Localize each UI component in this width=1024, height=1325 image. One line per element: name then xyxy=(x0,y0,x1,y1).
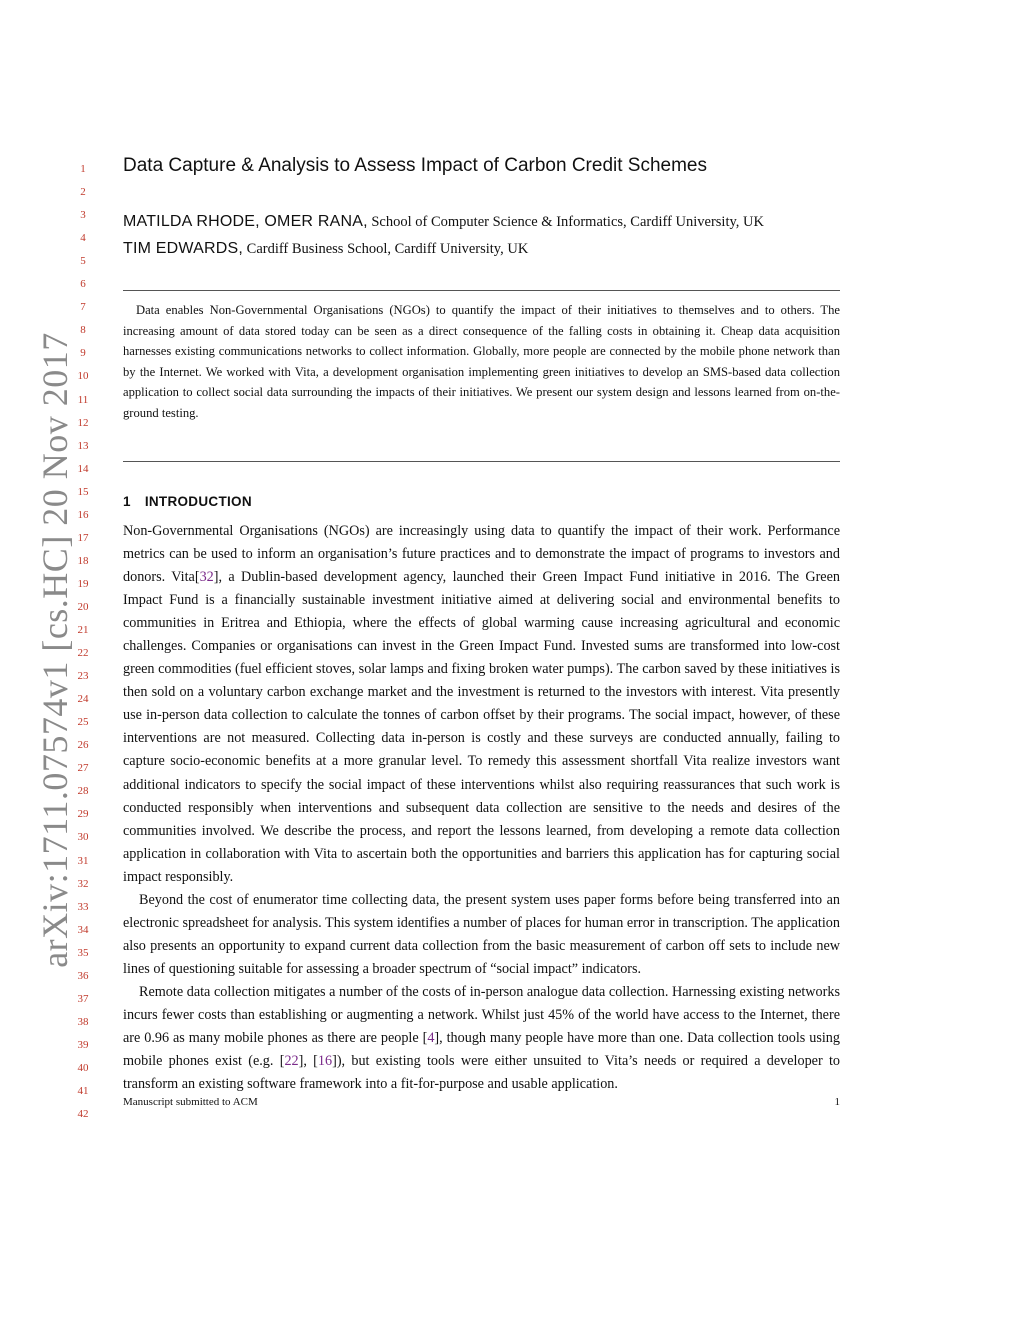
line-number: 24 xyxy=(77,693,89,706)
paragraph-text: ], [ xyxy=(298,1053,318,1070)
paragraph-text: ], a Dublin-based development agency, launched their Green Impact Fund initiative in 2016. The Green Impact Fund is a financially sustainable investment initiative aimed at delivering social and environmental benefits to communities in Eritrea and Ethiopia, where the effects of global warming cause increasing agricultural and economic challenges. Companies or organisations can invest in the Green Impact Fund. Invested sums are transformed into low-cost green commodities (fuel efficient stoves, solar lamps and fixing broken water pumps). The carbon saved by these initiatives is then sold on a voluntary carbon exchange market and the investment is returned to the investors with interest. Vita presently use in-person data collection to calculate the tonnes of carbon offset by their programs. The social impact, however, of these interventions are not measured. Collecting data in-person is costly and these surveys are conducted annually, failing to capture socio-economic benefits at a more granular level. To remedy this assessment shortfall Vita realize investors want additional indicators to specify the social impact of these interventions whilst also requiring reassurances that such work is conducted responsibly when interventions and subsequent data collection are sensitive to the needs and desires of the communities involved. We describe the process, and report the lessons learned, from developing a remote data collection application in collaboration with Vita to ascertain both the opportunities and barriers this application has for capturing social impact responsibly. xyxy=(123,569,840,885)
citation-link[interactable]: 32 xyxy=(199,569,214,586)
line-number: 14 xyxy=(77,462,89,475)
line-number: 3 xyxy=(80,209,86,222)
line-number: 32 xyxy=(77,877,89,890)
author-names: TIM EDWARDS, xyxy=(123,240,244,257)
page-number: 1 xyxy=(834,1096,840,1108)
section-body xyxy=(123,520,840,1096)
citation-link[interactable]: 4 xyxy=(427,1030,435,1047)
line-number: 35 xyxy=(77,946,89,959)
line-number: 33 xyxy=(77,900,89,913)
line-number: 26 xyxy=(77,739,89,752)
line-number: 27 xyxy=(77,762,89,775)
line-number: 31 xyxy=(77,854,89,867)
line-number: 15 xyxy=(77,485,89,498)
paragraph-text: Remote data collection mitigates a number of the costs of in-person analogue data collection. Harnessing existing networks incurs fewer costs than establishing or augmenting a network. Whilst just 45% of the world have access to the Internet, there are 0.96 as many mobile phones as there are people [ xyxy=(123,983,840,1047)
line-number: 20 xyxy=(77,600,89,613)
line-number: 36 xyxy=(77,969,89,982)
author-line-1 xyxy=(123,213,764,231)
abstract-top-rule xyxy=(123,290,840,291)
line-number: 42 xyxy=(77,1108,89,1121)
line-number: 13 xyxy=(77,439,89,452)
line-number: 2 xyxy=(80,186,86,199)
line-number: 37 xyxy=(77,992,89,1005)
author-line-2 xyxy=(123,240,528,258)
line-number: 7 xyxy=(80,301,86,314)
footer-venue: Manuscript submitted to ACM xyxy=(123,1096,258,1108)
author-affiliation: Cardiff Business School, Cardiff University, UK xyxy=(246,241,529,257)
line-number: 6 xyxy=(80,278,86,291)
citation-link[interactable]: 16 xyxy=(317,1053,333,1070)
line-number: 8 xyxy=(80,324,86,337)
section-number: 1 xyxy=(123,494,131,509)
line-number: 21 xyxy=(77,624,89,636)
line-number: 16 xyxy=(77,508,89,521)
line-number: 9 xyxy=(80,347,86,360)
paper-title: Data Capture & Analysis to Assess Impact of Carbon Credit Schemes xyxy=(123,155,707,176)
section-heading xyxy=(123,494,252,509)
body-paragraph xyxy=(123,981,840,1096)
line-number: 38 xyxy=(77,1015,89,1028)
line-number: 17 xyxy=(77,531,89,544)
citation-link[interactable]: 22 xyxy=(284,1053,299,1070)
paragraph-text: ], though many people have more than one. Data collection tools using mobile phones exist (e.g. [ xyxy=(123,1030,840,1070)
arxiv-identifier-stamp: arXiv:1711.07574v1 [cs.HC] 20 Nov 2017 xyxy=(35,332,75,968)
paragraph-text: Non-Governmental Organisations (NGOs) are increasingly using data to quantify the impact of their work. Performance metrics can be used to inform an organisation’s future practices and to demonstrate the impact of programs to investors and donors. Vita[ xyxy=(123,523,840,586)
line-number: 39 xyxy=(77,1038,89,1051)
line-number: 22 xyxy=(77,647,89,660)
abstract: Data enables Non-Governmental Organisations (NGOs) to quantify the impact of their initiatives to themselves and to others. The increasing amount of data stored today can be seen as a direct consequence of the falling costs in obtaining it. Cheap data acquisition harnesses existing communications networks to collect information. Globally, more people are connected by the mobile phone network than by the Internet. We worked with Vita, a development organisation implementing green initiatives to develop an SMS-based data collection application to collect social data surrounding the impacts of their initiatives. We present our system design and lessons learned from on-the-ground testing. xyxy=(123,303,840,420)
paragraph-text: ]), but existing tools were either unsuited to Vita’s needs or required a developer to transform an existing software framework into a fit-for-purpose and usable application. xyxy=(123,1053,841,1093)
line-number: 18 xyxy=(77,554,89,567)
line-number: 40 xyxy=(77,1061,89,1074)
line-number: 1 xyxy=(80,163,86,175)
line-number: 19 xyxy=(77,577,89,590)
line-number: 4 xyxy=(80,232,86,245)
body-paragraph xyxy=(123,520,840,889)
line-number: 41 xyxy=(77,1085,89,1097)
line-number: 28 xyxy=(77,785,89,798)
line-number: 5 xyxy=(80,255,86,268)
line-number: 12 xyxy=(77,416,89,429)
paragraph-text: Beyond the cost of enumerator time collecting data, the present system uses paper forms before being transferred into an electronic spreadsheet for analysis. This system identifies a number of places for human error in transcription. The application also presents an opportunity to expand current data collection from the basic measurement of carbon off sets to include new lines of questioning suitable for assessing a broader spectrum of “social impact” indicators. xyxy=(123,891,840,977)
line-number: 30 xyxy=(77,831,89,844)
abstract-bottom-rule xyxy=(123,461,840,462)
line-number: 23 xyxy=(77,670,89,683)
section-title: INTRODUCTION xyxy=(144,494,252,509)
line-number: 11 xyxy=(77,393,89,406)
line-number: 25 xyxy=(77,716,89,729)
line-number: 10 xyxy=(77,370,89,383)
line-number-gutter xyxy=(0,0,100,1325)
author-names: MATILDA RHODE, OMER RANA, xyxy=(123,213,368,230)
page-footer xyxy=(123,1096,840,1108)
body-paragraph xyxy=(123,889,840,981)
line-number: 34 xyxy=(77,923,89,936)
author-affiliation: School of Computer Science & Informatics, Cardiff University, UK xyxy=(371,214,764,230)
line-number: 29 xyxy=(77,808,89,821)
